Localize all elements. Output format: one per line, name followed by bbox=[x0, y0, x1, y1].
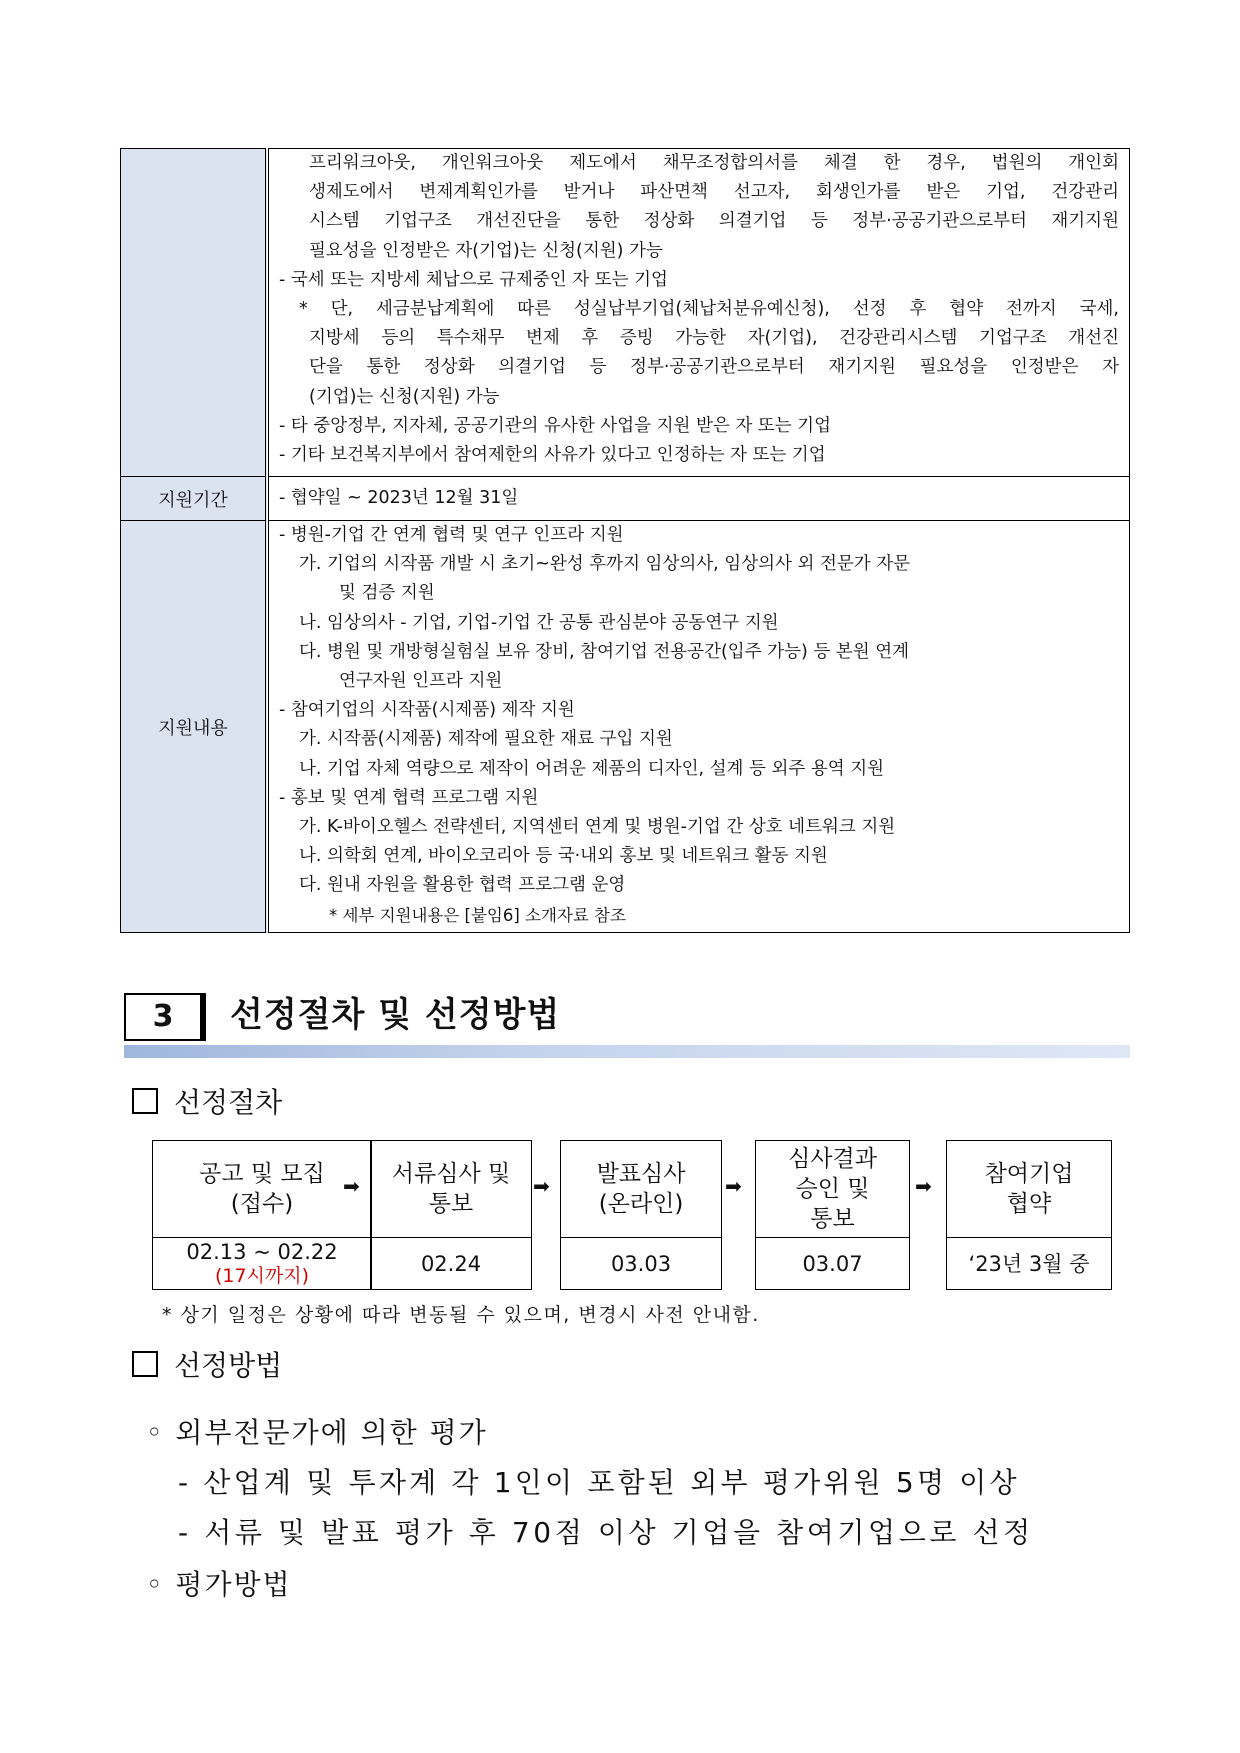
procedure-heading-text: 선정절차 bbox=[174, 1086, 283, 1119]
restriction-line: (기업)는 신청(지원) 가능 bbox=[309, 386, 500, 407]
restriction-line: - 타 중앙정부, 지자체, 공공기관의 유사한 사업을 지원 받은 자 또는 기업 bbox=[279, 415, 831, 436]
step-title-line: 통보 bbox=[428, 1191, 474, 1217]
arrow-right-icon: ➡ bbox=[725, 1174, 742, 1198]
checkbox-square-icon bbox=[132, 1351, 158, 1377]
restriction-line: 시스템 기업구조 개선진단을 통한 정상화 의결기업 등 정부·공공기관으로부터 재기지원 bbox=[309, 211, 1119, 232]
step-document-review bbox=[370, 1140, 532, 1290]
restriction-line: - 국세 또는 지방세 체납으로 규제중인 자 또는 기업 bbox=[279, 269, 668, 290]
arrow-right-icon: ➡ bbox=[915, 1174, 932, 1198]
section-underline-bar bbox=[124, 1045, 1130, 1058]
content-line: 가. 시작품(시제품) 제작에 필요한 재료 구입 지원 bbox=[299, 729, 673, 750]
step-title-line: 협약 bbox=[1006, 1191, 1052, 1217]
content-line: 나. 기업 자체 역량으로 제작이 어려운 제품의 디자인, 설계 등 외주 용역 지원 bbox=[299, 758, 885, 779]
step-date-text: 03.03 bbox=[610, 1251, 672, 1276]
content-line: 나. 임상의사 - 기업, 기업-기업 간 공통 관심분야 공동연구 지원 bbox=[299, 612, 779, 633]
method-sub-item: - 산업계 및 투자계 각 1인이 포함된 외부 평가위원 5명 이상 bbox=[178, 1466, 1020, 1499]
section-title: 선정절차 및 선정방법 bbox=[230, 995, 561, 1035]
step-date bbox=[947, 1238, 1111, 1289]
step-title-line: 참여기업 bbox=[984, 1161, 1074, 1187]
step-presentation-review bbox=[560, 1140, 722, 1290]
step-title bbox=[153, 1141, 371, 1238]
section-heading bbox=[124, 993, 1130, 1057]
content-line: 가. K-바이오헬스 전략센터, 지역센터 연계 및 병원-기업 간 상호 네트워크 지원 bbox=[299, 817, 896, 838]
step-date bbox=[561, 1238, 721, 1289]
step-date bbox=[371, 1238, 531, 1289]
step-title bbox=[947, 1141, 1111, 1238]
restriction-line: * 단, 세금분납계획에 따른 성실납부기업(체납처분유예신청), 선정 후 협약 전까지 국세, bbox=[299, 299, 1119, 320]
row-label-empty bbox=[121, 149, 268, 477]
restriction-line: 프리워크아웃, 개인워크아웃 제도에서 채무조정합의서를 체결 한 경우, 법원의 개인회 bbox=[309, 153, 1119, 173]
eligibility-table bbox=[120, 148, 1130, 933]
step-title-line: 통보 bbox=[810, 1206, 855, 1232]
restriction-line: 필요성을 인정받은 자(기업)는 신청(지원) 가능 bbox=[309, 240, 663, 261]
schedule-note: * 상기 일정은 상황에 따라 변동될 수 있으며, 변경시 사전 안내함. bbox=[162, 1304, 760, 1326]
step-date-text: ‘23년 3월 중 bbox=[968, 1251, 1090, 1276]
content-cell bbox=[267, 521, 1130, 933]
step-date bbox=[756, 1238, 909, 1289]
step-result-approval bbox=[755, 1140, 910, 1290]
content-note: * 세부 지원내용은 [붙임6] 소개자료 참조 bbox=[329, 905, 626, 925]
step-title bbox=[371, 1141, 531, 1238]
step-agreement bbox=[946, 1140, 1112, 1290]
checkbox-square-icon bbox=[132, 1088, 158, 1114]
step-title-line: 발표심사 bbox=[596, 1161, 686, 1187]
section-number: 3 bbox=[124, 993, 206, 1041]
arrow-right-icon: ➡ bbox=[343, 1174, 360, 1198]
step-title-line: (접수) bbox=[230, 1191, 294, 1217]
content-label: 지원내용 bbox=[121, 521, 268, 933]
restriction-cell bbox=[267, 149, 1130, 477]
content-line: 및 검증 지원 bbox=[339, 583, 435, 604]
method-heading bbox=[132, 1348, 282, 1384]
content-line: - 홍보 및 연계 협력 프로그램 지원 bbox=[279, 787, 539, 808]
step-announcement bbox=[152, 1140, 372, 1290]
restriction-line: 지방세 등의 특수채무 변제 후 증빙 가능한 자(기업), 건강관리시스템 기업구조 개선진 bbox=[309, 328, 1119, 349]
content-line: 다. 병원 및 개방형실험실 보유 장비, 참여기업 전용공간(입주 가능) 등 본원 연계 bbox=[299, 641, 910, 662]
step-title-line: (온라인) bbox=[598, 1191, 684, 1217]
restriction-line: 단을 통한 정상화 의결기업 등 정부·공공기관으로부터 재기지원 필요성을 인정받은 자 bbox=[309, 357, 1119, 378]
content-line: - 참여기업의 시작품(시제품) 제작 지원 bbox=[279, 700, 575, 721]
period-value bbox=[267, 477, 1130, 521]
step-title-line: 승인 및 bbox=[795, 1176, 870, 1202]
step-date bbox=[153, 1238, 371, 1289]
period-label: 지원기간 bbox=[121, 477, 268, 521]
content-line: 다. 원내 자원을 활용한 협력 프로그램 운영 bbox=[299, 875, 626, 896]
restriction-line: 생제도에서 변제계획인가를 받거나 파산면책 선고자, 회생인가를 받은 기업, 건강관리 bbox=[309, 182, 1119, 203]
method-bullet: ◦ 외부전문가에 의한 평가 bbox=[146, 1416, 488, 1449]
step-date-text: 02.13 ~ 02.22 bbox=[186, 1239, 338, 1264]
step-date-text: 03.07 bbox=[802, 1251, 863, 1276]
period-text: - 협약일 ~ 2023년 12월 31일 bbox=[279, 487, 519, 508]
content-line: - 병원-기업 간 연계 협력 및 연구 인프라 지원 bbox=[279, 525, 624, 545]
method-heading-text: 선정방법 bbox=[174, 1349, 283, 1382]
step-date-text: 02.24 bbox=[420, 1251, 482, 1276]
content-line: 나. 의학회 연계, 바이오코리아 등 국·내외 홍보 및 네트워크 활동 지원 bbox=[299, 846, 828, 867]
step-title-line: 공고 및 모집 bbox=[199, 1161, 325, 1187]
arrow-right-icon: ➡ bbox=[533, 1174, 550, 1198]
step-title bbox=[561, 1141, 721, 1238]
step-title bbox=[756, 1141, 909, 1238]
content-line: 가. 기업의 시작품 개발 시 초기~완성 후까지 임상의사, 임상의사 외 전문가 자문 bbox=[299, 554, 911, 575]
procedure-heading bbox=[132, 1085, 282, 1121]
restriction-line: - 기타 보건복지부에서 참여제한의 사유가 있다고 인정하는 자 또는 기업 bbox=[279, 445, 826, 466]
step-title-line: 서류심사 및 bbox=[391, 1161, 511, 1187]
method-sub-item: - 서류 및 발표 평가 후 70점 이상 기업을 참여기업으로 선정 bbox=[178, 1516, 1034, 1549]
method-bullet: ◦ 평가방법 bbox=[146, 1568, 292, 1601]
step-title-line: 심사결과 bbox=[788, 1146, 877, 1172]
content-line: 연구자원 인프라 지원 bbox=[339, 671, 503, 692]
step-date-note: (17시까지) bbox=[214, 1264, 310, 1287]
